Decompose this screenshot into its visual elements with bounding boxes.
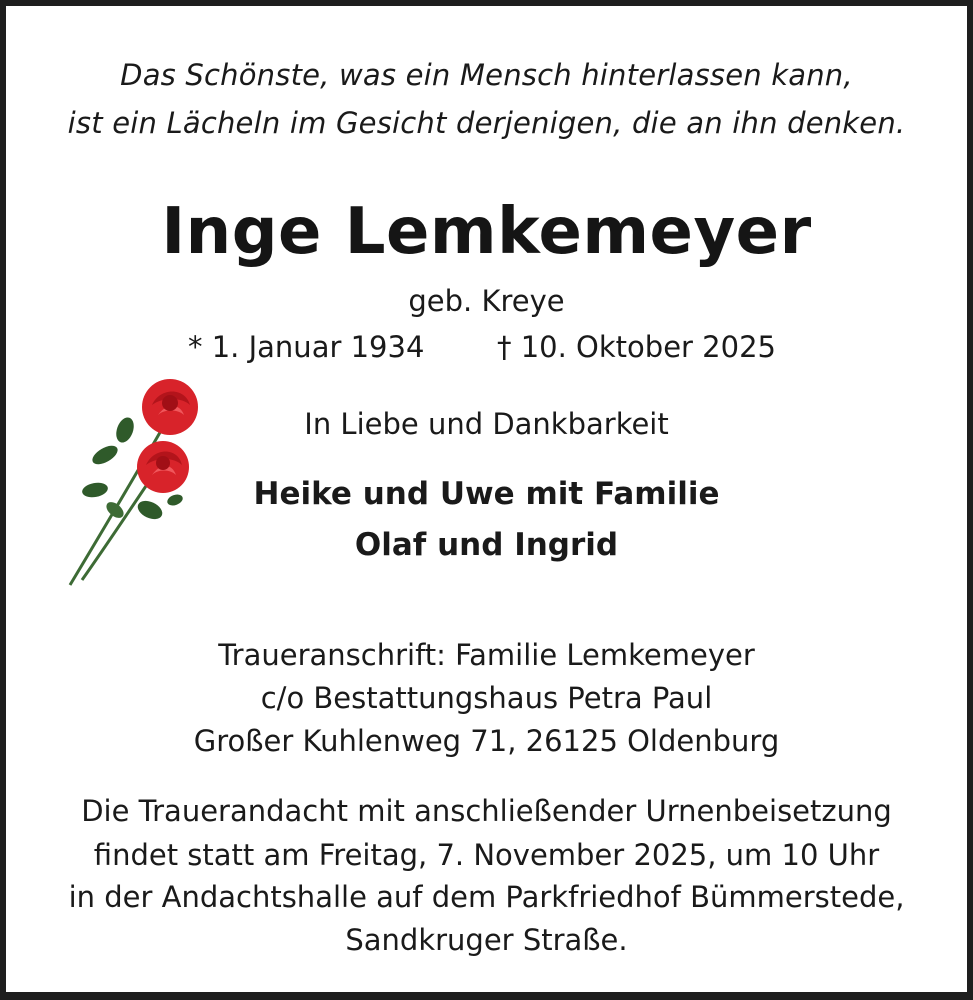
maiden-name: geb. Kreye: [408, 284, 565, 318]
dedication: In Liebe und Dankbarkeit: [304, 407, 669, 441]
service-line-3: in der Andachtshalle auf dem Parkfriedhof Bümmerstede,: [68, 880, 905, 914]
deceased-name: Inge Lemkemeyer: [161, 195, 812, 269]
address-line-1: Traueranschrift: Familie Lemkemeyer: [218, 638, 755, 672]
mourners-line-2: Olaf und Ingrid: [354, 527, 619, 563]
address-line-2: c/o Bestattungshaus Petra Paul: [260, 681, 713, 715]
quote-line-2: ist ein Lächeln im Gesicht derjenigen, die an ihn denken.: [67, 106, 906, 140]
address-line-3: Großer Kuhlenweg 71, 26125 Oldenburg: [193, 724, 780, 758]
service-line-4: Sandkruger Straße.: [345, 923, 628, 957]
birth-date: * 1. Januar 1934: [188, 330, 425, 364]
service-line-2: findet statt am Freitag, 7. November 2025, um 10 Uhr: [93, 838, 880, 872]
quote-line-1: Das Schönste, was ein Mensch hinterlassen kann,: [120, 58, 853, 92]
death-date: † 10. Oktober 2025: [497, 330, 776, 364]
mourners-line-1: Heike und Uwe mit Familie: [253, 476, 720, 512]
service-line-1: Die Trauerandacht mit anschließender Urnenbeisetzung: [81, 794, 892, 828]
